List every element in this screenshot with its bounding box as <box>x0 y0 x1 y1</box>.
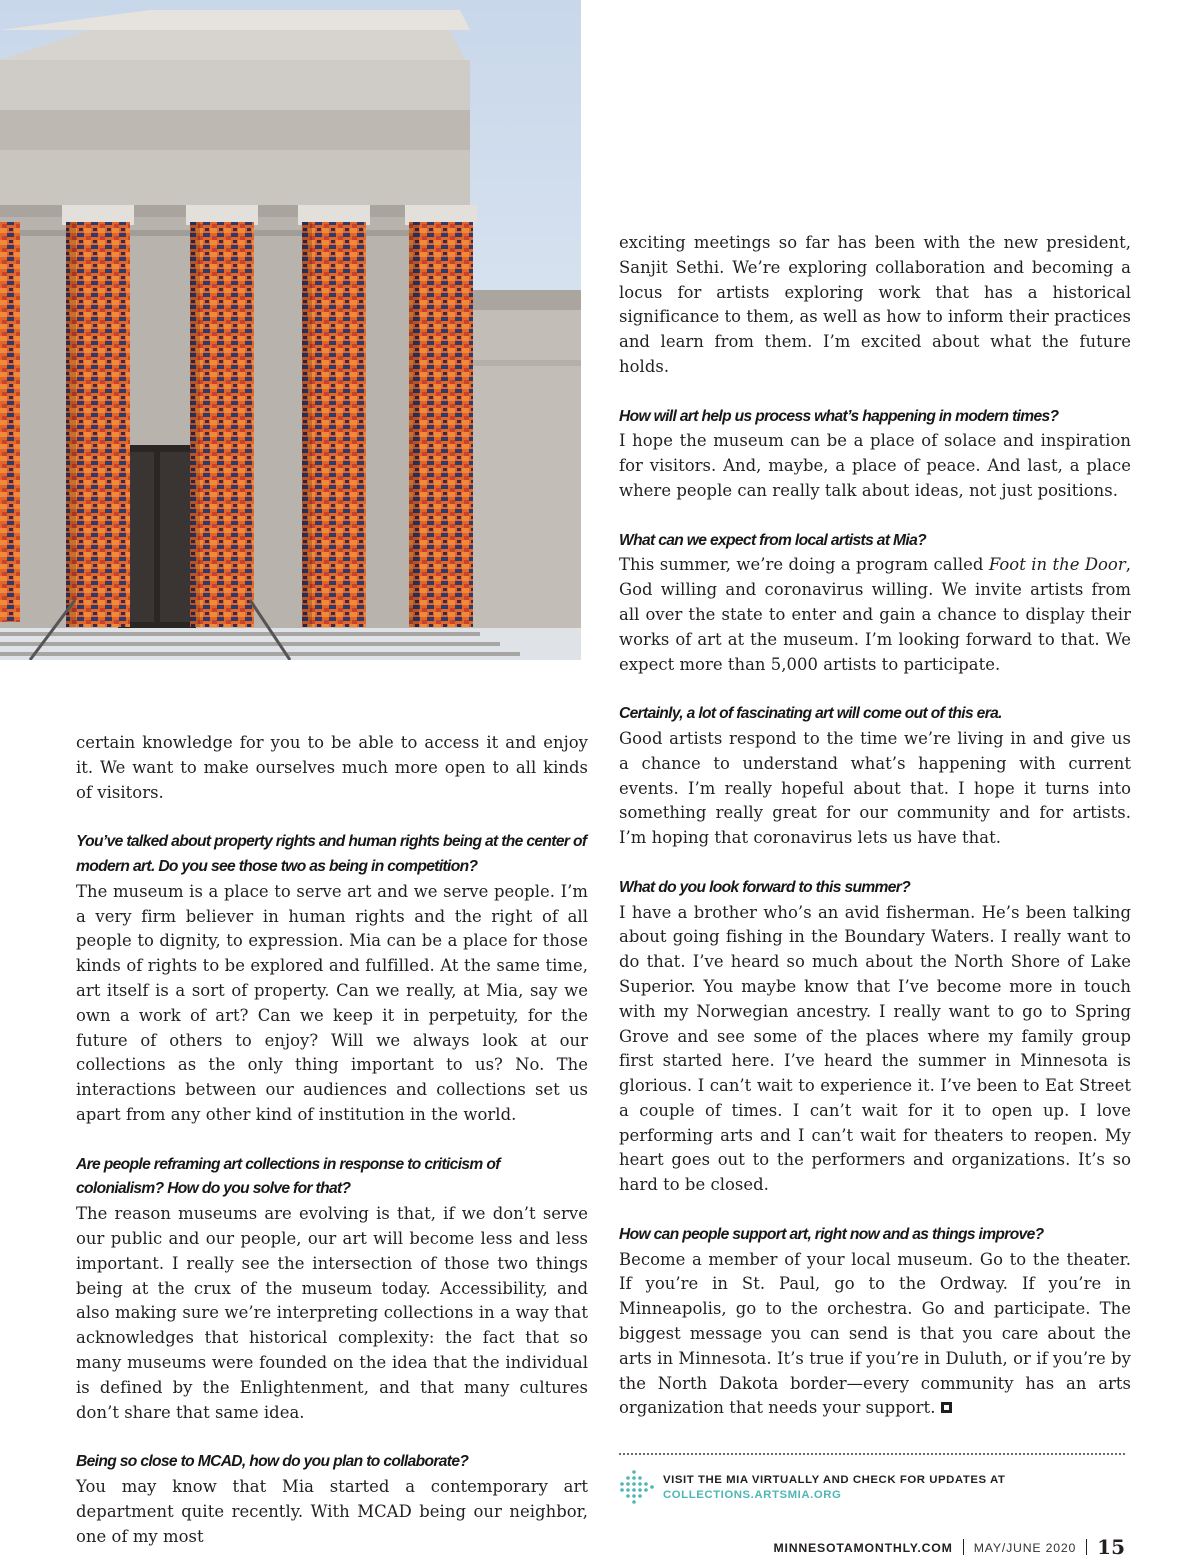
question-heading: What do you look forward to this summer? <box>619 878 911 896</box>
callout-text <box>663 1473 1005 1502</box>
question-heading: What can we expect from local artists at Mia? <box>619 531 926 549</box>
footer-separator <box>963 1539 964 1555</box>
right-column <box>619 231 1131 1421</box>
question-heading: How can people support art, right now and as things improve? <box>619 1225 1044 1243</box>
left-column <box>76 731 588 1549</box>
paragraph: certain knowledge for you to be able to access it and enjoy it. We want to make ourselves much more open to all kinds of visitors. <box>76 733 588 802</box>
page-footer <box>620 1535 1125 1559</box>
paragraph: exciting meetings so far has been with the new president, Sanjit Sethi. We’re exploring collaboration and becoming a locus for artists exploring work that has a historical significance to them, as well as how to inform their practices and learn from them. I’m excited about what the future holds. <box>619 233 1131 376</box>
footer-site: MINNESOTAMONTHLY.COM <box>773 1541 953 1555</box>
question-heading: You’ve talked about property rights and human rights being at the center of modern art. Do you see those two as being in competition? <box>76 833 587 875</box>
photo-illustration <box>0 0 581 660</box>
question-heading: Certainly, a lot of fascinating art will come out of this era. <box>619 705 1002 723</box>
museum-facade-photo <box>0 0 581 660</box>
program-title: Foot in the Door <box>988 555 1126 575</box>
end-mark-icon <box>941 1402 952 1413</box>
answer-text: Become a member of your local museum. Go to the theater. If you’re in St. Paul, go to the Ordway. If you’re in Minneapolis, go to the orchestra. Go and participate. The biggest message you can send is that you care about the arts in Minnesota. It’s true if you’re in Duluth, or if you’re by the North Dakota border—every community has an arts organization that needs your support. <box>619 1249 1131 1418</box>
dotted-arrow-icon <box>619 1470 655 1504</box>
question-heading: Are people reframing art collections in response to criticism of colonialism? How do you solve for that? <box>76 1155 500 1198</box>
answer-paragraph: You may know that Mia started a contemporary art department quite recently. With MCAD being our neighbor, one of my most <box>76 1476 588 1546</box>
dotted-divider <box>619 1453 1125 1455</box>
answer-text: This summer, we’re doing a program called <box>619 555 989 575</box>
answer-text: , God willing and coronavirus willing. We invite artists from all over the state to enter and gain a chance to display their works of art at the museum. I’m looking forward to that. We expect more than 5,000 artists to participate. <box>619 555 1131 674</box>
answer-paragraph: The reason museums are evolving is that, if we don’t serve our public and our people, our art will become less and less important. I really see the intersection of those two things being at the crux of the museum today. Accessibility, and also making sure we’re interpreting collections in a way that acknowledges that historical complexity: the fact that so many museums were founded on the idea that the individual is defined by the Enlightenment, and that many cultures don’t share that same idea. <box>76 1204 588 1422</box>
visit-callout <box>619 1470 1125 1510</box>
footer-separator <box>1086 1539 1087 1555</box>
question-heading: How will art help us process what’s happening in modern times? <box>619 407 1059 425</box>
answer-paragraph: I hope the museum can be a place of solace and inspiration for visitors. And, maybe, a place of peace. And last, a place where people can really talk about ideas, not just positions. <box>619 431 1131 500</box>
answer-paragraph <box>619 553 1131 677</box>
footer-issue: MAY/JUNE 2020 <box>973 1541 1077 1555</box>
question-heading: Being so close to MCAD, how do you plan to collaborate? <box>76 1453 469 1471</box>
page-number: 15 <box>1097 1535 1125 1559</box>
callout-line: VISIT THE MIA VIRTUALLY AND CHECK FOR UPDATES AT <box>663 1474 1006 1486</box>
answer-paragraph: I have a brother who’s an avid fisherman. He’s been talking about going fishing in the Boundary Waters. I really want to do that. I’ve heard so much about the North Shore of Lake Superior. You maybe know that I’ve become more in touch with my Norwegian ancestry. I really want to go to Spring Grove and see some of the places where my family group first started here. I’ve heard the summer in Minnesota is glorious. I can’t wait to experience it. I’ve been to Eat Street a couple of times. I can’t wait for it to open up. I love performing arts and I can’t wait for theaters to reopen. My heart goes out to the performers and organizations. It’s so hard to be closed. <box>619 902 1131 1195</box>
answer-paragraph: Good artists respond to the time we’re living in and give us a chance to understand what’s happening with current events. I’m really hopeful about that. I hope it turns into something really great for our community and for artists. I’m hoping that coronavirus lets us have that. <box>619 728 1131 848</box>
collections-link[interactable]: COLLECTIONS.ARTSMIA.ORG <box>663 1488 842 1501</box>
answer-paragraph: The museum is a place to serve art and we serve people. I’m a very firm believer in human rights and the right of all people to dignity, to expression. Mia can be a place for those kinds of rights to be explored and fulfilled. At the same time, art itself is a sort of property. Can we really, at Mia, say we own a work of art? Can we keep it in perpetuity, for the future of others to enjoy? Will we always look at our collections as the only thing important to us? No. The interactions between our audiences and collections set us apart from any other kind of institution in the world. <box>76 881 588 1124</box>
answer-paragraph <box>619 1248 1131 1422</box>
